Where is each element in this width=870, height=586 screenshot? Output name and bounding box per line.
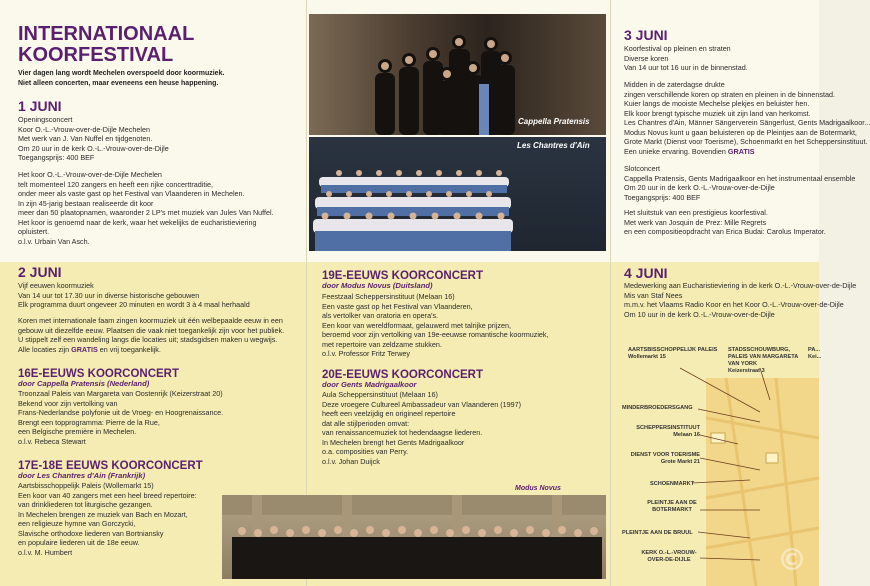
c19-heading: 19E-EEUWS KOORCONCERT bbox=[322, 270, 484, 282]
c16-details: Troonzaal Paleis van Margareta van Oostenrijk (Keizerstraat 20) Bekend voor zijn vertolking van Frans-Nederlandse polyfonie uit de Vroeg- en Hoogrenaissance. Brengt een topprogramma: Pierre de la Rue, een Belgische première in Mechelen. o.l.v. Rebeca Stewart bbox=[18, 389, 224, 446]
june3-slot-about: Het sluitstuk van een prestigieus koorfestival. Met werk van Josquin de Prez: Mille Regrets en een compositieopdracht van Erica Budai: Carolus Imperator. bbox=[624, 208, 826, 236]
map-label-schoenmarkt: SCHOENMARKT bbox=[650, 481, 695, 487]
map-label-botermarkt: PLEINTJE AAN DE BOTERMARKT bbox=[647, 500, 697, 513]
map-label-toerisme: DIENST VOOR TOERISME Grote Markt 21 bbox=[630, 452, 700, 465]
june2-heading: 2 JUNI bbox=[18, 264, 62, 280]
watermark: © bbox=[777, 543, 807, 578]
c19-subtitle: door Modus Novus (Duitsland) bbox=[322, 281, 433, 290]
caption-cappella: Cappella Pratensis bbox=[518, 117, 590, 126]
c16-subtitle: door Cappella Pratensis (Nederland) bbox=[18, 379, 150, 388]
map-label-kerk: KERK O.-L.-VROUW-OVER-DE-DIJLE bbox=[641, 550, 697, 563]
june3-slotconcert: Slotconcert Cappella Pratensis, Gents Madrigaalkoor en het instrumentaal ensemble Om 20 uur in de kerk O.-L.-Vrouw-over-de-Dijle Toegangsprijs: 400 BEF bbox=[624, 164, 856, 202]
june4-heading: 4 JUNI bbox=[624, 265, 668, 281]
june1-heading: 1 JUNI bbox=[18, 98, 62, 114]
chantres-dain-photo bbox=[309, 137, 606, 251]
c16-heading: 16E-EEUWS KOORCONCERT bbox=[18, 368, 180, 380]
c20-subtitle: door Gents Madrigaalkoor bbox=[322, 380, 417, 389]
c17-subtitle: door Les Chantres d'Ain (Frankrijk) bbox=[18, 471, 146, 480]
map-label-scheppersinstituut: SCHEPPERSINSTITUUT Melaan 16 bbox=[636, 425, 700, 438]
map-label-minderbroedersgang: MINDERBROEDERSGANG bbox=[622, 405, 693, 411]
june1-about: Het koor O.-L.-Vrouw-over-de-Dijle Mechelen telt momenteel 120 zangers en heeft een rijke concerttraditie, onder meer als vaste gast op het Festival van Vlaanderen in Mechelen. In zijn 45-jarig bestaan realiseerde dit koor meer dan 50 plaatopnamen, waaronder 2 LP's met muziek van Jules Van Nuffel. Het koor is genoemd naar de kerk, waar het wekelijks de eucharistieviering opluistert. o.l.v. Urbain Van Asch. bbox=[18, 170, 274, 246]
map-label-bruul: PLEINTJE AAN DE BRUUL bbox=[622, 530, 693, 536]
map-label-stadsschouwburg: STADSSCHOUWBURG, PALEIS VAN MARGARETA VAN YORK Keizerstraat 3 bbox=[728, 347, 799, 374]
modus-novus-photo bbox=[222, 495, 606, 579]
gratis-label-june3: GRATIS bbox=[727, 146, 755, 156]
map-label-paleis: PA... Kei... bbox=[808, 347, 822, 360]
cappella-pratensis-photo bbox=[309, 14, 606, 135]
june1-details: Openingsconcert Koor O.-L.-Vrouw-over-de-Dijle Mechelen Met werk van J. Van Nuffel en tijdgenoten. Om 20 uur in de kerk O.-L.-Vrouw-over-de-Dijle Toegangsprijs: 400 BEF bbox=[18, 115, 169, 162]
map-label-aartsbisschoppelijk: AARTSBISSCHOPPELIJK PALEIS Wollemarkt 15 bbox=[628, 347, 718, 360]
c17-details: Aartsbisschoppelijk Paleis (Wollemarkt 15) Een koor van 40 zangers met een heel breed repertoire: van drinkliederen tot liturgische gezangen. In Mechelen brengen ze muziek van Bach en Mozart, een religieuze hymne van Gorczycki, Slavische orthodoxe liederen van Bortniansky en populaire liederen uit de 18e eeuw. o.l.v. M. Humbert bbox=[18, 481, 197, 557]
intro-text: Vier dagen lang wordt Mechelen overspoeld door koormuziek. Niet alleen concerten, maar eveneens een heuse happening. bbox=[18, 70, 225, 87]
c17-heading: 17E-18E EEUWS KOORCONCERT bbox=[18, 460, 203, 472]
festival-title: INTERNATIONAAL KOORFESTIVAL bbox=[18, 23, 195, 66]
june4-details: Medewerking aan Eucharistieviering in de kerk O.-L.-Vrouw-over-de-Dijle Mis van Staf Nees m.m.v. het Vlaams Radio Koor en het Koor O.-L.-Vrouw-over-de-Dijle Om 10 uur in de kerk O.-L.-Vrouw-over-de-Dijle bbox=[624, 281, 857, 319]
june3-about: Midden in de zaterdagse drukte zingen verschillende koren op straten en pleinen in de binnenstad. Kuier langs de mooiste Mechelse plekjes en beluister hen. Elk koor brengt typische muziek uit zijn land van herkomst. Les Chantres d'Ain, Männer Sängerverein Sängerlust, Gents Madrigaalkoor... Modus Novus kunt u gaan beluisteren op de Pleintjes aan de Botermarkt, Grote Markt (Dienst voor Toerisme), Schoenmarkt en het Scheppersinstituut. Een unieke ervaring. Bovendien GRATIS bbox=[624, 80, 870, 156]
gratis-label: GRATIS bbox=[71, 344, 98, 354]
june2-details: Vijf eeuwen koormuziek Van 14 uur tot 17.30 uur in diverse historische gebouwen Elk programma duurt ongeveer 20 minuten en wordt 3 à 4 maal herhaald bbox=[18, 281, 250, 309]
caption-chantres: Les Chantres d'Ain bbox=[517, 141, 590, 150]
june3-heading: 3 JUNI bbox=[624, 27, 668, 43]
c20-heading: 20E-EEUWS KOORCONCERT bbox=[322, 369, 484, 381]
june3-details: Koorfestival op pleinen en straten Diverse koren Van 14 uur tot 16 uur in de binnenstad. bbox=[624, 44, 748, 72]
c19-details: Feestzaal Scheppersinstituut (Melaan 16) Een vaste gast op het Festival van Vlaanderen, als vertolker van oratoria en opera's. Een koor van wereldformaat, gelauwerd met talrijke prijzen, beroemd voor zijn vertolking van 19e-eeuwse romantische koormuziek, met repertoire van zeldzame stukken. o.l.v. Professor Fritz Terwey bbox=[322, 292, 549, 358]
caption-modus: Modus Novus bbox=[515, 485, 561, 492]
c20-details: Aula Scheppersinstituut (Melaan 16) Deze vroegere Cultureel Ambassadeur van Vlaanderen (1997) heeft een veelzijdig en origineel repertoire dat alle stijlperioden omvat: van renaissancemuziek tot hedendaagse liederen. In Mechelen brengt het Gents Madrigaalkoor o.a. composities van Perry. o.l.v. Johan Duijck bbox=[322, 390, 521, 466]
june2-about: Koren met internationale faam zingen koormuziek uit één welbepaalde eeuw in een gebouw uit diezelfde eeuw. Plaatsen die vaak niet toegankelijk zijn voor het publiek. U stippelt zelf een wandeling langs die locaties uit; stadsgidsen maken u wegwijs. Alle locaties zijn GRATIS en vrij toegankelijk. bbox=[18, 316, 285, 354]
